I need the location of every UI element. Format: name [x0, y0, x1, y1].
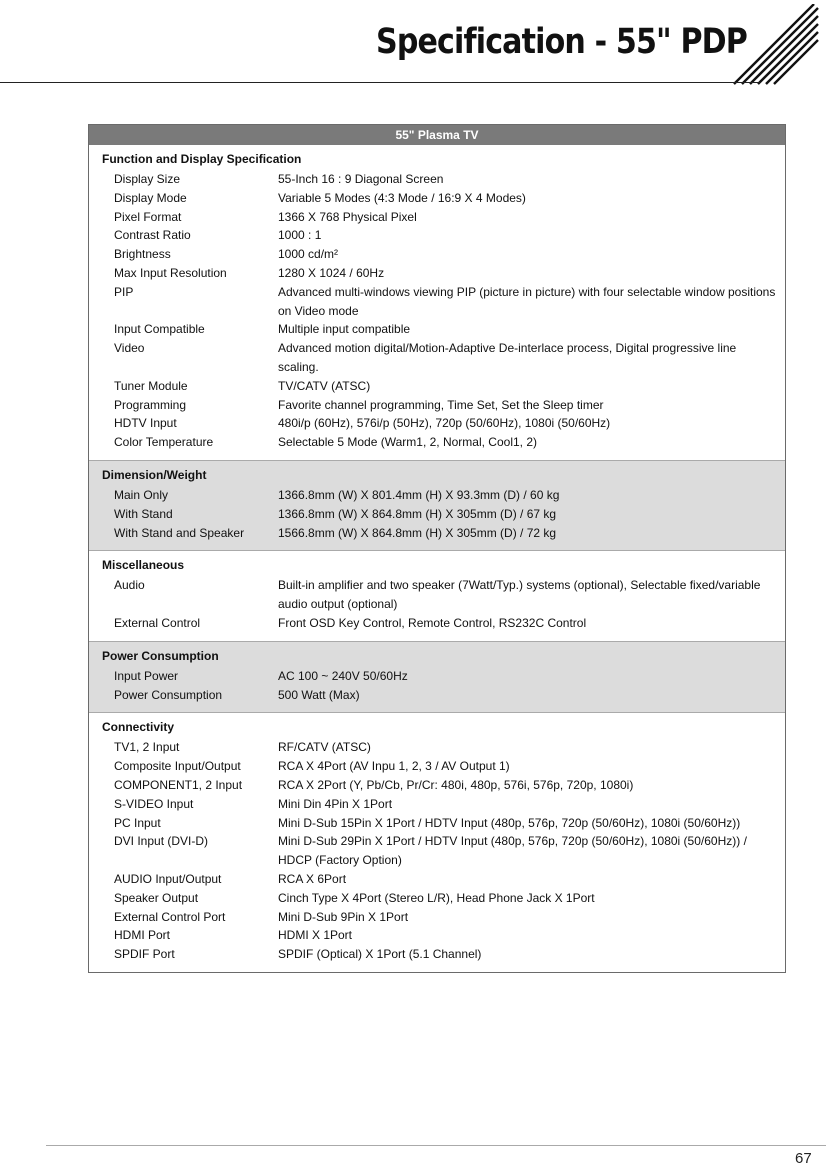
spec-value: RCA X 4Port (AV Inpu 1, 2, 3 / AV Output 1): [278, 759, 510, 774]
diagonal-hatch-decoration: [728, 4, 820, 86]
spec-value: RF/CATV (ATSC): [278, 740, 371, 755]
spec-value: 480i/p (60Hz), 576i/p (50Hz), 720p (50/60Hz), 1080i (50/60Hz): [278, 416, 611, 431]
spec-row: [89, 889, 785, 908]
spec-value: Advanced motion digital/Motion-Adaptive De-interlace process, Digital progressive line scaling.: [278, 341, 737, 374]
spec-label: Contrast Ratio: [114, 228, 191, 243]
spec-label: Video: [114, 341, 145, 356]
section-title: Dimension/Weight: [102, 467, 207, 482]
spec-row: [89, 738, 785, 757]
spec-label: Display Size: [114, 172, 181, 186]
spec-section: [89, 642, 785, 714]
spec-value: Cinch Type X 4Port (Stereo L/R), Head Phone Jack X 1Port: [278, 890, 595, 905]
spec-row: [89, 945, 785, 964]
spec-label: Display Mode: [114, 190, 187, 205]
spec-row: [89, 686, 785, 705]
spec-value: Mini Din 4Pin X 1Port: [278, 796, 393, 811]
spec-label: With Stand: [114, 506, 173, 521]
spec-label: HDTV Input: [114, 416, 177, 431]
spec-value: AC 100 ~ 240V 50/60Hz: [278, 668, 408, 683]
section-title: Power Consumption: [102, 648, 219, 663]
spec-row: [89, 576, 785, 614]
spec-section: [89, 461, 785, 551]
section-title: Miscellaneous: [102, 558, 185, 573]
spec-value: 500 Watt (Max): [278, 687, 360, 702]
spec-label: TV1, 2 Input: [114, 740, 180, 755]
spec-value: Front OSD Key Control, Remote Control, RS232C Control: [278, 615, 587, 630]
spec-label: Brightness: [114, 247, 171, 262]
spec-value: SPDIF (Optical) X 1Port (5.1 Channel): [278, 947, 482, 962]
spec-row: [89, 264, 785, 283]
spec-row: [89, 170, 785, 189]
spec-row: [89, 226, 785, 245]
footer-rule: [46, 1145, 826, 1146]
spec-value: Multiple input compatible: [278, 322, 411, 337]
spec-value: 1366.8mm (W) X 864.8mm (H) X 305mm (D) / 67 kg: [278, 506, 557, 521]
spec-value: 1000 : 1: [278, 228, 322, 243]
spec-value: 1566.8mm (W) X 864.8mm (H) X 305mm (D) / 72 kg: [278, 525, 557, 540]
spec-label: With Stand and Speaker: [114, 525, 245, 540]
spec-sections: [89, 145, 785, 972]
spec-label: Composite Input/Output: [114, 759, 241, 774]
spec-label: Pixel Format: [114, 209, 182, 224]
spec-section: [89, 145, 785, 461]
spec-row: [89, 614, 785, 633]
spec-row: [89, 208, 785, 227]
spec-section: [89, 713, 785, 972]
header-rule: [0, 82, 760, 83]
spec-row: [89, 795, 785, 814]
spec-row: [89, 414, 785, 433]
spec-value: Built-in amplifier and two speaker (7Watt/Typ.) systems (optional), Selectable fixed/variable audio output (optional): [278, 578, 761, 612]
spec-value: RCA X 6Port: [278, 871, 347, 886]
spec-row: [89, 814, 785, 833]
spec-label: PC Input: [114, 815, 161, 830]
spec-label: Audio: [114, 578, 145, 593]
spec-value: TV/CATV (ATSC): [278, 378, 371, 393]
spec-section: [89, 551, 785, 641]
spec-row: [89, 926, 785, 945]
page-number: 67: [795, 1150, 812, 1167]
table-title: 55" Plasma TV: [89, 125, 785, 145]
spec-row: [89, 433, 785, 452]
spec-label: External Control Port: [114, 909, 226, 924]
spec-row: [89, 320, 785, 339]
spec-label: DVI Input (DVI-D): [114, 834, 209, 849]
spec-value: 55-Inch 16 : 9 Diagonal Screen: [278, 172, 444, 186]
spec-row: [89, 776, 785, 795]
page-title: Specification - 55" PDP: [376, 22, 748, 62]
spec-row: [89, 283, 785, 321]
spec-row: [89, 339, 785, 377]
spec-row: [89, 757, 785, 776]
spec-value: 1366 X 768 Physical Pixel: [278, 209, 417, 224]
spec-value: 1366.8mm (W) X 801.4mm (H) X 93.3mm (D) / 60 kg: [278, 487, 560, 502]
spec-row: [89, 667, 785, 686]
spec-value: 1280 X 1024 / 60Hz: [278, 265, 385, 280]
spec-value: Advanced multi-windows viewing PIP (picture in picture) with four selectable window positions on Video mode: [278, 284, 776, 318]
section-title: Connectivity: [102, 720, 175, 735]
spec-value: Mini D-Sub 9Pin X 1Port: [278, 909, 409, 924]
spec-table: [88, 124, 786, 973]
spec-row: [89, 245, 785, 264]
spec-label: Power Consumption: [114, 687, 223, 702]
spec-label: Input Power: [114, 668, 179, 683]
spec-row: [89, 908, 785, 927]
spec-label: Tuner Module: [114, 378, 188, 393]
spec-value: Mini D-Sub 15Pin X 1Port / HDTV Input (480p, 576p, 720p (50/60Hz), 1080i (50/60Hz)): [278, 815, 741, 830]
section-title: Function and Display Specification: [102, 152, 302, 166]
spec-value: Favorite channel programming, Time Set, Set the Sleep timer: [278, 397, 604, 412]
spec-value: Mini D-Sub 29Pin X 1Port / HDTV Input (480p, 576p, 720p (50/60Hz), 1080i (50/60Hz)) / HDCP (Factory Option): [278, 834, 747, 868]
spec-label: External Control: [114, 615, 201, 630]
spec-value: Selectable 5 Mode (Warm1, 2, Normal, Cool1, 2): [278, 435, 537, 450]
spec-label: Color Temperature: [114, 435, 214, 450]
spec-label: Max Input Resolution: [114, 265, 227, 280]
spec-row: [89, 505, 785, 524]
spec-row: [89, 832, 785, 870]
spec-value: 1000 cd/m²: [278, 247, 339, 262]
spec-row: [89, 524, 785, 543]
spec-label: S-VIDEO Input: [114, 796, 194, 811]
spec-row: [89, 870, 785, 889]
spec-label: AUDIO Input/Output: [114, 871, 222, 886]
spec-label: Programming: [114, 397, 187, 412]
spec-row: [89, 486, 785, 505]
spec-label: Main Only: [114, 487, 169, 502]
spec-value: Variable 5 Modes (4:3 Mode / 16:9 X 4 Modes): [278, 190, 526, 205]
spec-value: RCA X 2Port (Y, Pb/Cb, Pr/Cr: 480i, 480p, 576i, 576p, 720p, 1080i): [278, 777, 634, 792]
spec-row: [89, 377, 785, 396]
spec-value: HDMI X 1Port: [278, 928, 353, 943]
spec-label: HDMI Port: [114, 928, 171, 943]
spec-row: [89, 396, 785, 415]
spec-label: Input Compatible: [114, 322, 205, 337]
spec-label: COMPONENT1, 2 Input: [114, 777, 243, 792]
spec-label: SPDIF Port: [114, 947, 175, 962]
spec-label: Speaker Output: [114, 890, 199, 905]
spec-label: PIP: [114, 284, 134, 299]
spec-row: [89, 189, 785, 208]
